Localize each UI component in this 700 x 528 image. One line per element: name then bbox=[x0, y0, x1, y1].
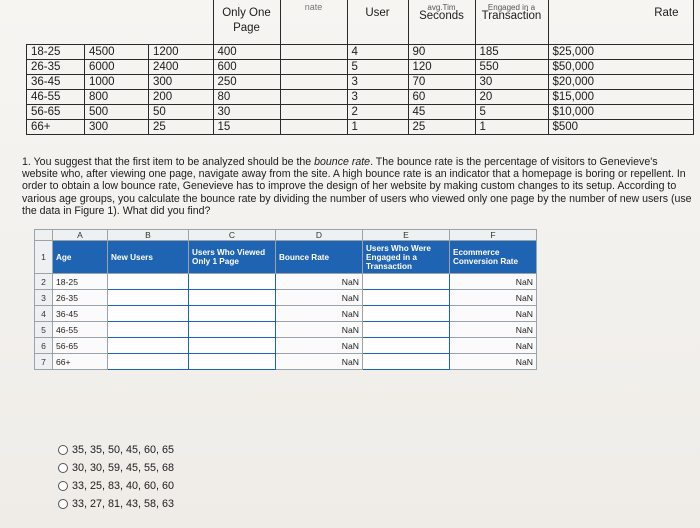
table-row: 18-25 4500 1200 400 4 90 185 $25,000 bbox=[27, 45, 694, 60]
header-user: User bbox=[347, 0, 408, 45]
sheet-cell[interactable] bbox=[108, 306, 189, 322]
sheet-cell[interactable] bbox=[108, 322, 189, 338]
conversion-rate-cell[interactable]: NaN bbox=[450, 290, 537, 306]
sheet-row: 7 66+ NaN NaN bbox=[35, 354, 537, 370]
sheet-cell[interactable] bbox=[108, 338, 189, 354]
sheet-header-row: 1 Age New Users Users Who Viewed Only 1 Page Bounce Rate Users Who Were Engaged in a Transaction Ecommerce Conversion Rate bbox=[35, 241, 537, 274]
header-rate-partial: nate bbox=[280, 0, 347, 45]
radio-circle-icon[interactable] bbox=[58, 499, 68, 509]
column-f[interactable]: F bbox=[450, 230, 537, 241]
bounce-rate-cell[interactable]: NaN bbox=[276, 354, 363, 370]
age-cell[interactable]: 26-35 bbox=[53, 290, 108, 306]
question-text: 1. You suggest that the first item to be analyzed should be the bounce rate. The bounce rate is the percentage of visitors to Genevieve's website who, after viewing one page, navigate away from the site. A high bounce rate is an indicator that a homepage is boring or repellent. In order to obtain a low bounce rate, Genevieve has to improve the design of her website by making custom changes to its setup. According to various age groups, you calculate the bounce rate by dividing the number of users who viewed only one page by the number of new users (use the data in Figure 1). What did you find? bbox=[22, 156, 692, 217]
sheet-cell[interactable] bbox=[363, 274, 450, 290]
header-only-one-page: Only One Page bbox=[213, 0, 280, 45]
sheet-cell[interactable] bbox=[363, 354, 450, 370]
radio-circle-icon[interactable] bbox=[58, 445, 68, 455]
sheet-cell[interactable] bbox=[189, 274, 276, 290]
figure-header-row bbox=[27, 0, 694, 45]
column-header-row bbox=[35, 230, 537, 241]
answer-option[interactable]: 35, 35, 50, 45, 60, 65 bbox=[58, 441, 174, 458]
table-row: 56-65 500 50 30 2 45 5 $10,000 bbox=[27, 105, 694, 120]
sheet-row: 2 18-25 NaN NaN bbox=[35, 274, 537, 290]
age-cell[interactable]: 66+ bbox=[53, 354, 108, 370]
age-cell[interactable]: 56-65 bbox=[53, 338, 108, 354]
column-c[interactable]: C bbox=[189, 230, 276, 241]
sheet-cell[interactable] bbox=[108, 290, 189, 306]
bounce-rate-cell[interactable]: NaN bbox=[276, 338, 363, 354]
sheet-row: 4 36-45 NaN NaN bbox=[35, 306, 537, 322]
age-cell[interactable]: 18-25 bbox=[53, 274, 108, 290]
sheet-cell[interactable] bbox=[189, 354, 276, 370]
answer-options bbox=[58, 441, 174, 513]
bounce-rate-cell[interactable]: NaN bbox=[276, 306, 363, 322]
sheet-cell[interactable] bbox=[189, 322, 276, 338]
header-bounce-rate[interactable]: Bounce Rate bbox=[276, 241, 363, 274]
age-cell[interactable]: 46-55 bbox=[53, 322, 108, 338]
answer-option[interactable]: 33, 25, 83, 40, 60, 60 bbox=[58, 477, 174, 494]
sheet-row: 5 46-55 NaN NaN bbox=[35, 322, 537, 338]
sheet-row: 6 56-65 NaN NaN bbox=[35, 338, 537, 354]
sheet-cell[interactable] bbox=[108, 354, 189, 370]
bounce-rate-cell[interactable]: NaN bbox=[276, 322, 363, 338]
sheet-cell[interactable] bbox=[189, 338, 276, 354]
header-engaged-transaction[interactable]: Users Who Were Engaged in a Transaction bbox=[363, 241, 450, 274]
radio-circle-icon[interactable] bbox=[58, 463, 68, 473]
answer-option[interactable]: 30, 30, 59, 45, 55, 68 bbox=[58, 459, 174, 476]
conversion-rate-cell[interactable]: NaN bbox=[450, 306, 537, 322]
column-b[interactable]: B bbox=[108, 230, 189, 241]
table-row: 26-35 6000 2400 600 5 120 550 $50,000 bbox=[27, 60, 694, 75]
sheet-cell[interactable] bbox=[108, 274, 189, 290]
sheet-cell[interactable] bbox=[189, 290, 276, 306]
header-new-users[interactable]: New Users bbox=[108, 241, 189, 274]
radio-circle-icon[interactable] bbox=[58, 481, 68, 491]
table-row: 46-55 800 200 80 3 60 20 $15,000 bbox=[27, 90, 694, 105]
column-e[interactable]: E bbox=[363, 230, 450, 241]
spreadsheet bbox=[34, 229, 537, 370]
table-row: 66+ 300 25 15 1 25 1 $500 bbox=[27, 120, 694, 135]
age-cell[interactable]: 36-45 bbox=[53, 306, 108, 322]
sheet-cell[interactable] bbox=[363, 306, 450, 322]
header-conversion-rate[interactable]: Ecommerce Conversion Rate bbox=[450, 241, 537, 274]
figure-1-table bbox=[26, 0, 694, 135]
header-transaction: Engaged in a Transaction bbox=[475, 0, 548, 45]
conversion-rate-cell[interactable]: NaN bbox=[450, 322, 537, 338]
answer-option[interactable]: 33, 27, 81, 43, 58, 63 bbox=[58, 495, 174, 512]
conversion-rate-cell[interactable]: NaN bbox=[450, 274, 537, 290]
sheet-row: 3 26-35 NaN NaN bbox=[35, 290, 537, 306]
header-viewed-one-page[interactable]: Users Who Viewed Only 1 Page bbox=[189, 241, 276, 274]
bounce-rate-term: bounce rate bbox=[314, 156, 371, 168]
sheet-cell[interactable] bbox=[189, 306, 276, 322]
column-a[interactable]: A bbox=[53, 230, 108, 241]
sheet-cell[interactable] bbox=[363, 290, 450, 306]
bounce-rate-cell[interactable]: NaN bbox=[276, 290, 363, 306]
conversion-rate-cell[interactable]: NaN bbox=[450, 354, 537, 370]
sheet-cell[interactable] bbox=[363, 338, 450, 354]
table-row: 36-45 1000 300 250 3 70 30 $20,000 bbox=[27, 75, 694, 90]
column-d[interactable]: D bbox=[276, 230, 363, 241]
sheet-cell[interactable] bbox=[363, 322, 450, 338]
header-age[interactable]: Age bbox=[53, 241, 108, 274]
header-seconds: avg.Tim Seconds bbox=[408, 0, 475, 45]
header-rate: Rate bbox=[548, 0, 693, 45]
bounce-rate-cell[interactable]: NaN bbox=[276, 274, 363, 290]
conversion-rate-cell[interactable]: NaN bbox=[450, 338, 537, 354]
